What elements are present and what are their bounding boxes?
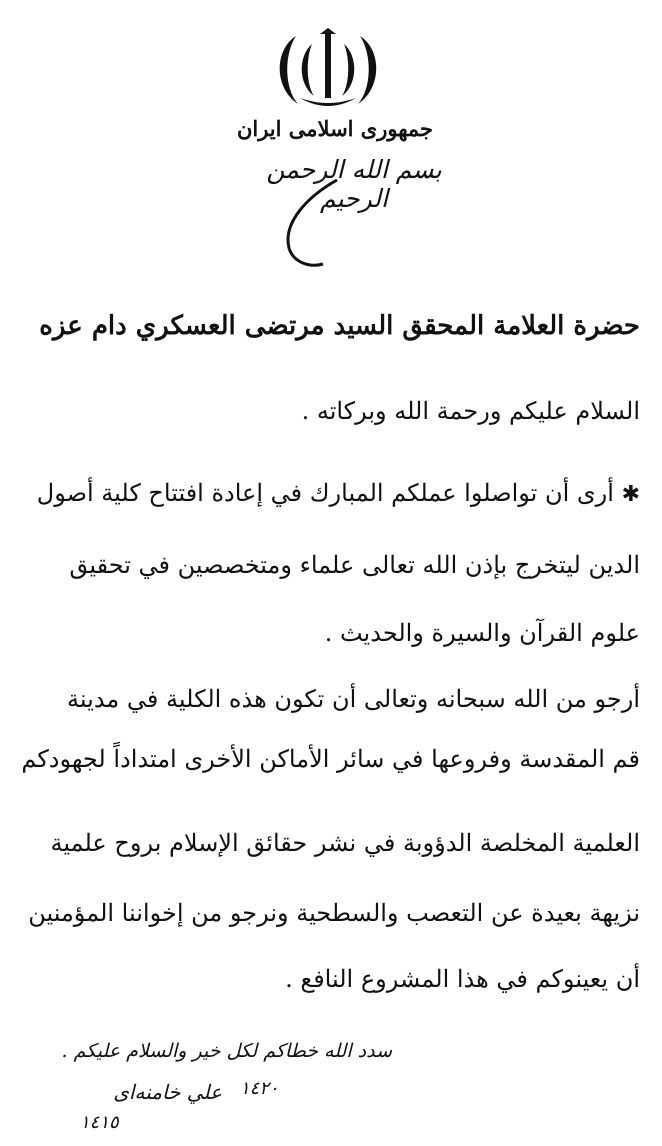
iran-emblem-icon	[268, 28, 388, 110]
paragraph2-line-2: قم المقدسة وفروعها في سائر الأماكن الأخرى امتداداً لجهودكم	[21, 745, 640, 773]
addressee-line: حضرة العلامة المحقق السيد مرتضى العسكري دام عزه	[39, 311, 640, 341]
signature: علي خامنه‌ای	[113, 1080, 222, 1104]
greeting-line: السلام عليكم ورحمة الله وبركاته .	[301, 397, 640, 425]
paragraph1-line-3: علوم القرآن والسيرة والحديث .	[324, 619, 640, 647]
basmala: بسم الله الرحمن الرحیم	[266, 155, 442, 213]
paragraph1-text-1: أرى أن تواصلوا عملكم المبارك في إعادة افتتاح كلية أصول	[36, 479, 614, 507]
paragraph1-line-2: الدين ليتخرج بإذن الله تعالى علماء ومتخصصين في تحقيق	[69, 551, 640, 579]
basmala-flourish	[275, 178, 355, 270]
paragraph2-line-1: أرجو من الله سبحانه وتعالى أن تكون هذه الكلية في مدينة	[67, 685, 640, 713]
date-solar: ١٤١٥	[80, 1112, 119, 1133]
country-header: جمهوری اسلامی ایران	[236, 116, 434, 141]
date-hijri: ١٤٢٠	[240, 1078, 279, 1099]
asterisk-bullet-icon: ✱	[621, 482, 640, 507]
closing-line: سدد الله خطاكم لكل خير والسلام عليكم .	[61, 1040, 392, 1062]
paragraph2-line-4: نزيهة بعيدة عن التعصب والسطحية ونرجو من إخواننا المؤمنين	[28, 899, 640, 927]
paragraph1-line-1	[37, 480, 640, 508]
paragraph2-line-3: العلمية المخلصة الدؤوبة في نشر حقائق الإسلام بروح علمية	[50, 829, 640, 857]
paragraph2-line-5: أن يعينوكم في هذا المشروع النافع .	[285, 965, 640, 993]
